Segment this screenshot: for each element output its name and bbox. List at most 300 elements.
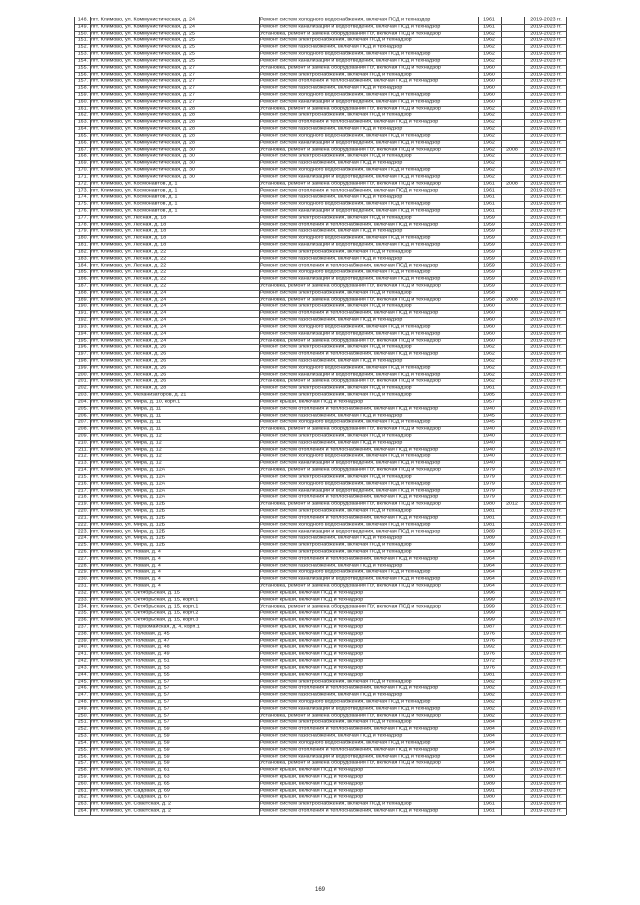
address-cell: пгт. Климово, ул. Лесная, д. 24	[91, 323, 167, 330]
year-built-cell: 1961	[483, 187, 495, 193]
year-built-cell: 1989	[483, 542, 495, 548]
last-repair-year-cell: 2012	[506, 501, 518, 507]
last-repair-year-cell	[502, 631, 522, 637]
address-cell: пгт. Климово, ул. Октябрьская, д. 15, корп.3	[91, 617, 199, 623]
row-number: 255.	[77, 746, 88, 753]
planned-period-cell: 2019-2023 гг.	[530, 692, 562, 698]
year-built-cell: 1979	[483, 467, 495, 473]
planned-period-cell: 2019-2023 гг.	[530, 139, 562, 146]
address-cell: пгт. Климово, ул. Мира, д. 11	[91, 412, 162, 418]
last-repair-year-cell	[502, 222, 522, 228]
row-number: 162.	[77, 112, 88, 118]
work-type-cell: Ремонт систем канализации и водоотведения, включая ПСД и технадзор	[260, 705, 441, 712]
last-repair-year-cell	[502, 651, 522, 657]
row-number: 177.	[77, 214, 88, 221]
planned-period-cell: 2019-2023 гг.	[530, 92, 562, 98]
last-repair-year-cell	[502, 133, 522, 139]
work-type-cell: Установка, ремонт и замена оборудования ПУ, включая ПСД и технадзор	[260, 712, 441, 719]
last-repair-year-cell	[502, 426, 522, 432]
last-repair-year-cell	[502, 283, 522, 289]
address-cell: пгт. Климово, ул. Лесная, д. 26	[91, 351, 167, 357]
row-number: 201.	[77, 378, 88, 384]
last-repair-year-cell	[502, 747, 522, 753]
row-number: 221.	[77, 514, 88, 521]
last-repair-year-cell	[502, 474, 522, 480]
work-type-cell: Ремонт систем отопления и теплоснабжения, включая ПСД и технадзор	[260, 685, 439, 691]
last-repair-year-cell	[502, 672, 522, 678]
address-cell: пгт. Климово, ул. Полевая, д. 57	[91, 712, 170, 719]
work-type-cell: Установка, ремонт и замена оборудования ПУ, включая ПСД и технадзор	[260, 105, 441, 112]
planned-period-cell: 2019-2023 гг.	[530, 473, 562, 480]
year-built-cell: 1959	[483, 269, 495, 275]
row-number: 236.	[77, 617, 88, 623]
row-number: 264.	[77, 808, 88, 814]
planned-period-cell: 2019-2023 гг.	[530, 623, 562, 630]
address-cell: пгт. Климово, ул. Октябрьская, д. 15, корп.1	[91, 596, 199, 603]
planned-period-cell: 2019-2023 гг.	[530, 228, 562, 234]
planned-period-cell: 2019-2023 гг.	[530, 51, 562, 57]
address-cell: пгт. Климово, ул. Лесная, д. 26	[91, 344, 167, 350]
table-grid-line	[259, 17, 260, 815]
year-built-cell: 1989	[483, 535, 495, 541]
planned-period-cell: 2019-2023 гг.	[530, 630, 562, 637]
work-type-cell: Ремонт систем газоснабжения, включая ПСД и технадзор	[260, 228, 403, 234]
year-built-cell: 1981	[483, 514, 495, 521]
address-cell: пгт. Климово, ул. Полевая, д. 61	[91, 767, 170, 773]
address-cell: пгт. Климово, ул. Мира, д. 12Б	[91, 508, 166, 514]
year-built-cell: 1984	[483, 760, 495, 766]
row-number: 157.	[77, 78, 88, 84]
row-number: 188.	[77, 289, 88, 296]
last-repair-year-cell	[502, 92, 522, 98]
row-number: 155.	[77, 64, 88, 71]
row-number: 211.	[78, 446, 88, 453]
work-type-cell: Ремонт систем газоснабжения, включая ПСД и технадзор	[260, 439, 403, 446]
table-grid-line	[524, 17, 525, 815]
work-type-cell: Ремонт систем холодного водоснабжения, включая ПСД и технадзор	[260, 453, 431, 459]
address-cell: пгт. Климово, ул. Советская, д. 2	[91, 801, 171, 807]
row-number: 150.	[77, 30, 88, 37]
work-type-cell: Ремонт систем газоснабжения, включая ПСД и технадзор	[260, 85, 403, 91]
last-repair-year-cell	[502, 344, 522, 350]
last-repair-year-cell	[502, 194, 522, 200]
work-type-cell: Установка, ремонт и замена оборудования ПУ, включая ПСД и технадзор	[260, 426, 441, 432]
work-type-cell: Ремонт систем электроснабжения, включая ПСД и технадзор	[260, 344, 412, 350]
planned-period-cell: 2019-2023 гг.	[530, 801, 562, 807]
work-type-cell: Ремонт крыши, включая ПСД и технадзор	[260, 589, 364, 596]
row-number: 243.	[77, 664, 88, 671]
row-number: 183.	[77, 255, 88, 262]
row-number: 242.	[77, 658, 88, 664]
planned-period-cell: 2019-2023 гг.	[530, 194, 562, 200]
year-built-cell: 1959	[483, 235, 495, 241]
row-number: 154.	[77, 57, 88, 64]
row-number: 186.	[77, 276, 88, 282]
work-type-cell: Ремонт систем электроснабжения, включая ПСД и технадзор	[260, 548, 412, 555]
year-built-cell: 1979	[483, 487, 495, 493]
address-cell: пгт. Климово, ул. Полевая, д. 59	[91, 733, 170, 739]
row-number: 149.	[77, 23, 88, 30]
row-number: 220.	[77, 508, 88, 514]
work-type-cell: Ремонт систем электроснабжения, включая ПСД и технадзор	[260, 37, 412, 43]
planned-period-cell: 2019-2023 гг.	[530, 460, 562, 466]
year-built-cell: 1962	[483, 358, 495, 364]
address-cell: пгт. Климово, ул. Коммунистическая, д. 25	[91, 30, 195, 37]
year-built-cell: 1962	[483, 160, 495, 166]
row-number: 148.	[77, 17, 88, 23]
work-type-cell: Ремонт систем отопления и теплоснабжения, включая ПСД и технадзор	[260, 221, 439, 227]
year-built-cell: 1984	[483, 746, 495, 753]
work-type-cell: Ремонт систем газоснабжения, включая ПСД и технадзор	[260, 692, 403, 698]
year-built-cell: 1958	[483, 296, 495, 303]
year-built-cell: 1960	[483, 64, 495, 71]
last-repair-year-cell	[502, 24, 522, 30]
year-built-cell: 1962	[483, 344, 495, 350]
address-cell: пгт. Климово, ул. Полевая, д. 59	[91, 739, 170, 746]
year-built-cell: 1976	[483, 630, 495, 637]
work-type-cell: Ремонт систем электроснабжения, включая ПСД и технадзор	[260, 289, 412, 296]
planned-period-cell: 2019-2023 гг.	[530, 153, 562, 159]
planned-period-cell: 2019-2023 гг.	[530, 637, 562, 644]
row-number: 231.	[77, 583, 88, 589]
address-cell: пгт. Климово, ул. Первомайская, д. 4, корп.1	[91, 623, 200, 630]
address-cell: пгт. Климово, ул. Полевая, д. 57	[91, 685, 170, 691]
work-type-cell: Ремонт систем электроснабжения, включая ПСД и технадзор	[260, 303, 412, 309]
address-cell: пгт. Климово, ул. Лесная, д. 18	[91, 221, 167, 227]
row-number: 218.	[77, 494, 88, 500]
planned-period-cell: 2019-2023 гг.	[530, 146, 562, 152]
row-number: 163.	[77, 119, 88, 125]
planned-period-cell: 2019-2023 гг.	[530, 514, 562, 521]
row-number: 198.	[77, 358, 88, 364]
year-built-cell: 1957	[483, 398, 495, 405]
address-cell: пгт. Климово, ул. Советская, д. 2	[91, 808, 171, 814]
planned-period-cell: 2019-2023 гг.	[530, 794, 562, 800]
last-repair-year-cell	[502, 644, 522, 650]
row-number: 240.	[77, 644, 88, 650]
row-number: 233.	[77, 596, 88, 603]
last-repair-year-cell	[502, 447, 522, 453]
address-cell: пгт. Климово, ул. Мира, д. 12Б	[91, 501, 166, 507]
last-repair-year-cell	[502, 467, 522, 473]
work-type-cell: Ремонт систем газоснабжения, включая ПСД и технадзор	[260, 535, 403, 541]
row-number: 260.	[77, 780, 88, 787]
row-number: 172.	[77, 180, 88, 187]
last-repair-year-cell	[502, 713, 522, 719]
row-number: 229.	[77, 569, 88, 575]
planned-period-cell: 2019-2023 гг.	[530, 705, 562, 712]
address-cell: пгт. Климово, ул. Мира, д. 12А	[91, 480, 166, 487]
planned-period-cell: 2019-2023 гг.	[530, 480, 562, 487]
year-built-cell: 1960	[483, 98, 495, 105]
year-built-cell: 1984	[483, 726, 495, 732]
row-number: 168.	[77, 153, 88, 159]
row-number: 182.	[77, 248, 88, 255]
row-number: 245.	[77, 678, 88, 684]
planned-period-cell: 2019-2023 гг.	[530, 569, 562, 575]
planned-period-cell: 2019-2023 гг.	[530, 303, 562, 309]
address-cell: пгт. Климово, ул. Коммунистическая, д. 30	[91, 167, 195, 173]
row-number: 193.	[77, 323, 88, 330]
work-type-cell: Установка, ремонт и замена оборудования ПУ, включая ПСД и технадзор	[260, 501, 441, 507]
last-repair-year-cell	[502, 17, 522, 23]
year-built-cell: 1961	[483, 801, 495, 807]
address-cell: пгт. Климово, ул. Механизаторов, д. 21	[91, 392, 187, 398]
address-cell: пгт. Климово, ул. Мира, д. 12А	[91, 473, 166, 480]
year-built-cell: 1991	[483, 767, 495, 773]
address-cell: пгт. Климово, ул. Мира, д. 11	[91, 405, 162, 412]
planned-period-cell: 2019-2023 гг.	[530, 596, 562, 603]
year-built-cell: 1981	[483, 521, 495, 528]
last-repair-year-cell	[502, 201, 522, 207]
last-repair-year-cell	[502, 624, 522, 630]
address-cell: пгт. Климово, ул. Мира, д. 12Б	[91, 535, 166, 541]
year-built-cell: 1980	[483, 774, 495, 780]
work-type-cell: Ремонт систем отопления и теплоснабжения, включая ПСД и технадзор	[260, 262, 439, 268]
last-repair-year-cell	[502, 760, 522, 766]
address-cell: пгт. Климово, ул. Коммунистическая, д. 25	[91, 57, 195, 64]
row-number: 263.	[77, 801, 88, 807]
planned-period-cell: 2019-2023 гг.	[530, 358, 562, 364]
year-built-cell: 1964	[483, 562, 495, 568]
address-cell: пгт. Климово, ул. Октябрьская, д. 15, корп.2	[91, 610, 199, 616]
last-repair-year-cell	[502, 378, 522, 384]
address-cell: пгт. Климово, ул. Полевая, д. 63	[91, 774, 170, 780]
planned-period-cell: 2019-2023 гг.	[530, 392, 562, 398]
address-cell: пгт. Климово, ул. Мира, д. 12Б	[91, 514, 166, 521]
planned-period-cell: 2019-2023 гг.	[530, 126, 562, 132]
planned-period-cell: 2019-2023 гг.	[530, 774, 562, 780]
year-built-cell: 1960	[483, 71, 495, 77]
row-number: 166.	[77, 139, 88, 146]
address-cell: пгт. Климово, ул. Коммунистическая, д. 25	[91, 51, 195, 57]
address-cell: пгт. Климово, ул. Полевая, д. 57	[91, 692, 170, 698]
planned-period-cell: 2019-2023 гг.	[530, 433, 562, 439]
last-repair-year-cell	[502, 535, 522, 541]
last-repair-year-cell	[502, 638, 522, 644]
last-repair-year-cell	[502, 99, 522, 105]
planned-period-cell: 2019-2023 гг.	[530, 98, 562, 105]
year-built-cell: 1964	[483, 548, 495, 555]
year-built-cell: 1982	[483, 685, 495, 691]
address-cell: пгт. Климово, ул. Коммунистическая, д. 30	[91, 173, 195, 180]
last-repair-year-cell	[502, 515, 522, 521]
last-repair-year-cell	[502, 310, 522, 316]
planned-period-cell: 2019-2023 гг.	[530, 78, 562, 84]
address-cell: пгт. Климово, ул. Лесная, д. 26	[91, 358, 167, 364]
last-repair-year-cell	[502, 767, 522, 773]
work-type-cell: Ремонт крыши, включая ПСД и технадзор	[260, 774, 364, 780]
work-type-cell: Установка, ремонт и замена оборудования ПУ, включая ПСД и технадзор	[260, 146, 441, 152]
planned-period-cell: 2019-2023 гг.	[530, 746, 562, 753]
work-type-cell: Ремонт систем электроснабжения, включая ПСД и технадзор	[260, 719, 412, 725]
address-cell: пгт. Климово, ул. Коммунистическая, д. 27	[91, 71, 195, 77]
address-cell: пгт. Климово, ул. Коммунистическая, д. 27	[91, 98, 195, 105]
row-number: 207.	[77, 419, 88, 425]
year-built-cell: 1982	[483, 678, 495, 684]
planned-period-cell: 2019-2023 гг.	[530, 364, 562, 371]
year-built-cell: 1940	[483, 426, 495, 432]
address-cell: пгт. Климово, ул. Мира, д. 12Б	[91, 521, 166, 528]
row-number: 176.	[77, 207, 88, 214]
year-built-cell: 1996	[483, 589, 495, 596]
last-repair-year-cell	[502, 699, 522, 705]
row-number: 241.	[77, 651, 88, 657]
planned-period-cell: 2019-2023 гг.	[530, 439, 562, 446]
work-type-cell: Ремонт систем газоснабжения, включая ПСД и технадзор	[260, 317, 403, 323]
work-type-cell: Ремонт систем отопления и теплоснабжения, включая ПСД и технадзор	[260, 494, 439, 500]
row-number: 214.	[77, 467, 88, 473]
work-type-cell: Установка, ремонт и замена оборудования ПУ, включая ПСД и технадзор	[260, 583, 441, 589]
planned-period-cell: 2019-2023 гг.	[530, 617, 562, 623]
work-type-cell: Ремонт систем канализации и водоотведения, включая ПСД и технадзор	[260, 207, 441, 214]
planned-period-cell: 2019-2023 гг.	[530, 548, 562, 555]
work-type-cell: Ремонт систем канализации и водоотведения, включая ПСД и технадзор	[260, 487, 441, 493]
last-repair-year-cell	[502, 119, 522, 125]
address-cell: пгт. Климово, ул. Полевая, д. 57	[91, 719, 170, 725]
year-built-cell: 1984	[483, 733, 495, 739]
year-built-cell: 1959	[483, 214, 495, 221]
planned-period-cell: 2019-2023 гг.	[530, 112, 562, 118]
work-type-cell: Ремонт крыши, включая ПСД и технадзор	[260, 664, 364, 671]
work-type-cell: Ремонт крыши, включая ПСД и технадзор	[260, 651, 364, 657]
address-cell: пгт. Климово, ул. Лесная, д. 24	[91, 303, 167, 309]
row-number: 152.	[77, 44, 88, 50]
table-grid-line	[501, 17, 502, 815]
work-type-cell: Ремонт систем холодного водоснабжения, включая ПСД и технадзор	[260, 419, 431, 425]
address-cell: пгт. Климово, ул. Полевая, д. 57	[91, 705, 170, 712]
row-number: 249.	[77, 705, 88, 712]
row-number: 223.	[77, 528, 88, 534]
last-repair-year-cell	[502, 726, 522, 732]
year-built-cell: 1940	[483, 460, 495, 466]
work-type-cell: Ремонт систем отопления и теплоснабжения, включая ПСД и технадзор	[260, 726, 439, 732]
planned-period-cell: 2019-2023 гг.	[530, 542, 562, 548]
last-repair-year-cell	[502, 208, 522, 214]
last-repair-year-cell	[502, 658, 522, 664]
year-built-cell: 1982	[483, 692, 495, 698]
address-cell: пгт. Климово, ул. Мира, д. 12	[91, 439, 162, 446]
work-type-cell: Ремонт систем канализации и водоотведения, включая ПСД и технадзор	[260, 23, 441, 30]
address-cell: пгт. Климово, ул. Лесная, д. 24	[91, 310, 167, 316]
row-number: 184.	[77, 262, 88, 268]
year-built-cell: 1985	[483, 392, 495, 398]
work-type-cell: Ремонт систем электроснабжения, включая ПСД и технадзор	[260, 112, 412, 118]
year-built-cell: 1962	[483, 351, 495, 357]
row-number: 190.	[77, 303, 88, 309]
work-type-cell: Ремонт систем холодного водоснабжения, включая ПСД и технадзор	[260, 132, 431, 139]
last-repair-year-cell	[502, 583, 522, 589]
work-type-cell: Ремонт систем электроснабжения, включая ПСД и технадзор	[260, 508, 412, 514]
planned-period-cell: 2019-2023 гг.	[530, 521, 562, 528]
last-repair-year-cell	[502, 106, 522, 112]
planned-period-cell: 2019-2023 гг.	[530, 187, 562, 193]
work-type-cell: Ремонт крыши, включая ПСД и технадзор	[260, 398, 364, 405]
year-built-cell: 1959	[483, 242, 495, 248]
row-number: 259.	[77, 774, 88, 780]
address-cell: пгт. Климово, ул. Полевая, д. 47	[91, 637, 170, 644]
planned-period-cell: 2019-2023 гг.	[530, 419, 562, 425]
last-repair-year-cell	[502, 733, 522, 739]
work-type-cell: Ремонт крыши, включая ПСД и технадзор	[260, 630, 364, 637]
work-type-cell: Ремонт систем холодного водоснабжения, включая ПСД и технадзор	[260, 364, 431, 371]
row-number: 196.	[77, 344, 88, 350]
year-built-cell: 1984	[483, 739, 495, 746]
work-type-cell: Ремонт систем холодного водоснабжения, включая ПСД и технадзор	[260, 92, 431, 98]
address-cell: пгт. Климово, ул. Полевая, д. 45	[91, 630, 170, 637]
last-repair-year-cell	[502, 801, 522, 807]
year-built-cell: 1940	[483, 405, 495, 412]
work-type-cell: Ремонт систем электроснабжения, включая ПСД и технадзор	[260, 71, 412, 77]
planned-period-cell: 2019-2023 гг.	[530, 378, 562, 384]
last-repair-year-cell	[502, 153, 522, 159]
row-number: 194.	[77, 330, 88, 337]
row-number: 173.	[77, 187, 88, 193]
work-type-cell: Ремонт крыши, включая ПСД и технадзор	[260, 671, 364, 678]
work-type-cell: Ремонт систем канализации и водоотведения, включая ПСД и технадзор	[260, 330, 441, 337]
planned-period-cell: 2019-2023 гг.	[530, 351, 562, 357]
planned-period-cell: 2019-2023 гг.	[530, 221, 562, 227]
last-repair-year-cell	[502, 610, 522, 616]
planned-period-cell: 2019-2023 гг.	[530, 180, 562, 187]
year-built-cell: 1992	[483, 644, 495, 650]
year-built-cell: 1976	[483, 651, 495, 657]
address-cell: пгт. Климово, ул. Коммунистическая, д. 30	[91, 153, 195, 159]
work-type-cell: Установка, ремонт и замена оборудования ПУ, включая ПСД и технадзор	[260, 296, 441, 303]
year-built-cell: 1962	[483, 146, 495, 152]
work-type-cell: Ремонт систем холодного водоснабжения, включая ПСД и технадзор	[260, 201, 431, 207]
year-built-cell: 1962	[483, 119, 495, 125]
last-repair-year-cell	[502, 549, 522, 555]
work-type-cell: Ремонт крыши, включая ПСД и технадзор	[260, 637, 364, 644]
last-repair-year-cell	[502, 453, 522, 459]
planned-period-cell: 2019-2023 гг.	[530, 296, 562, 303]
address-cell: пгт. Климово, ул. Полевая, д. 48	[91, 644, 170, 650]
address-cell: пгт. Климово, ул. Коммунистическая, д. 28	[91, 105, 195, 112]
row-number: 169.	[77, 160, 88, 166]
address-cell: пгт. Климово, ул. Коммунистическая, д. 30	[91, 146, 195, 152]
address-cell: пгт. Климово, ул. Садовая, д. 67	[91, 794, 170, 800]
last-repair-year-cell	[502, 65, 522, 71]
planned-period-cell: 2019-2023 гг.	[530, 344, 562, 350]
planned-period-cell: 2019-2023 гг.	[530, 30, 562, 37]
year-built-cell: 1984	[483, 753, 495, 759]
row-number: 250.	[77, 712, 88, 719]
address-cell: пгт. Климово, ул. Лесная, д. 28	[91, 385, 167, 391]
work-type-cell: Ремонт систем канализации и водоотведения, включая ПСД и технадзор	[260, 139, 441, 146]
work-type-cell: Ремонт систем холодного водоснабжения, включая ПСД и технадзор	[260, 269, 431, 275]
planned-period-cell: 2019-2023 гг.	[530, 132, 562, 139]
last-repair-year-cell	[502, 58, 522, 64]
work-type-cell: Ремонт крыши, включая ПСД и технадзор	[260, 794, 364, 800]
address-cell: пгт. Климово, ул. Космонавтов, д. 1	[91, 201, 178, 207]
address-cell: пгт. Климово, ул. Лесная, д. 22	[91, 276, 167, 282]
row-number: 238.	[77, 630, 88, 637]
address-cell: пгт. Климово, ул. Лесная, д. 24	[91, 337, 167, 343]
last-repair-year-cell	[502, 269, 522, 275]
address-cell: пгт. Климово, ул. Полевая, д. 59	[91, 726, 170, 732]
address-cell: пгт. Климово, ул. Полевая, д. 55	[91, 671, 170, 678]
planned-period-cell: 2019-2023 гг.	[530, 583, 562, 589]
last-repair-year-cell	[502, 679, 522, 685]
address-cell: пгт. Климово, ул. Лесная, д. 22	[91, 248, 167, 255]
last-repair-year-cell	[502, 303, 522, 309]
row-number: 160.	[77, 98, 88, 105]
last-repair-year-cell	[502, 685, 522, 691]
year-built-cell: 1961	[483, 808, 495, 814]
work-type-cell: Ремонт систем холодного водоснабжения, включая ПСД и технадзор	[260, 235, 431, 241]
row-number: 235.	[77, 610, 88, 616]
